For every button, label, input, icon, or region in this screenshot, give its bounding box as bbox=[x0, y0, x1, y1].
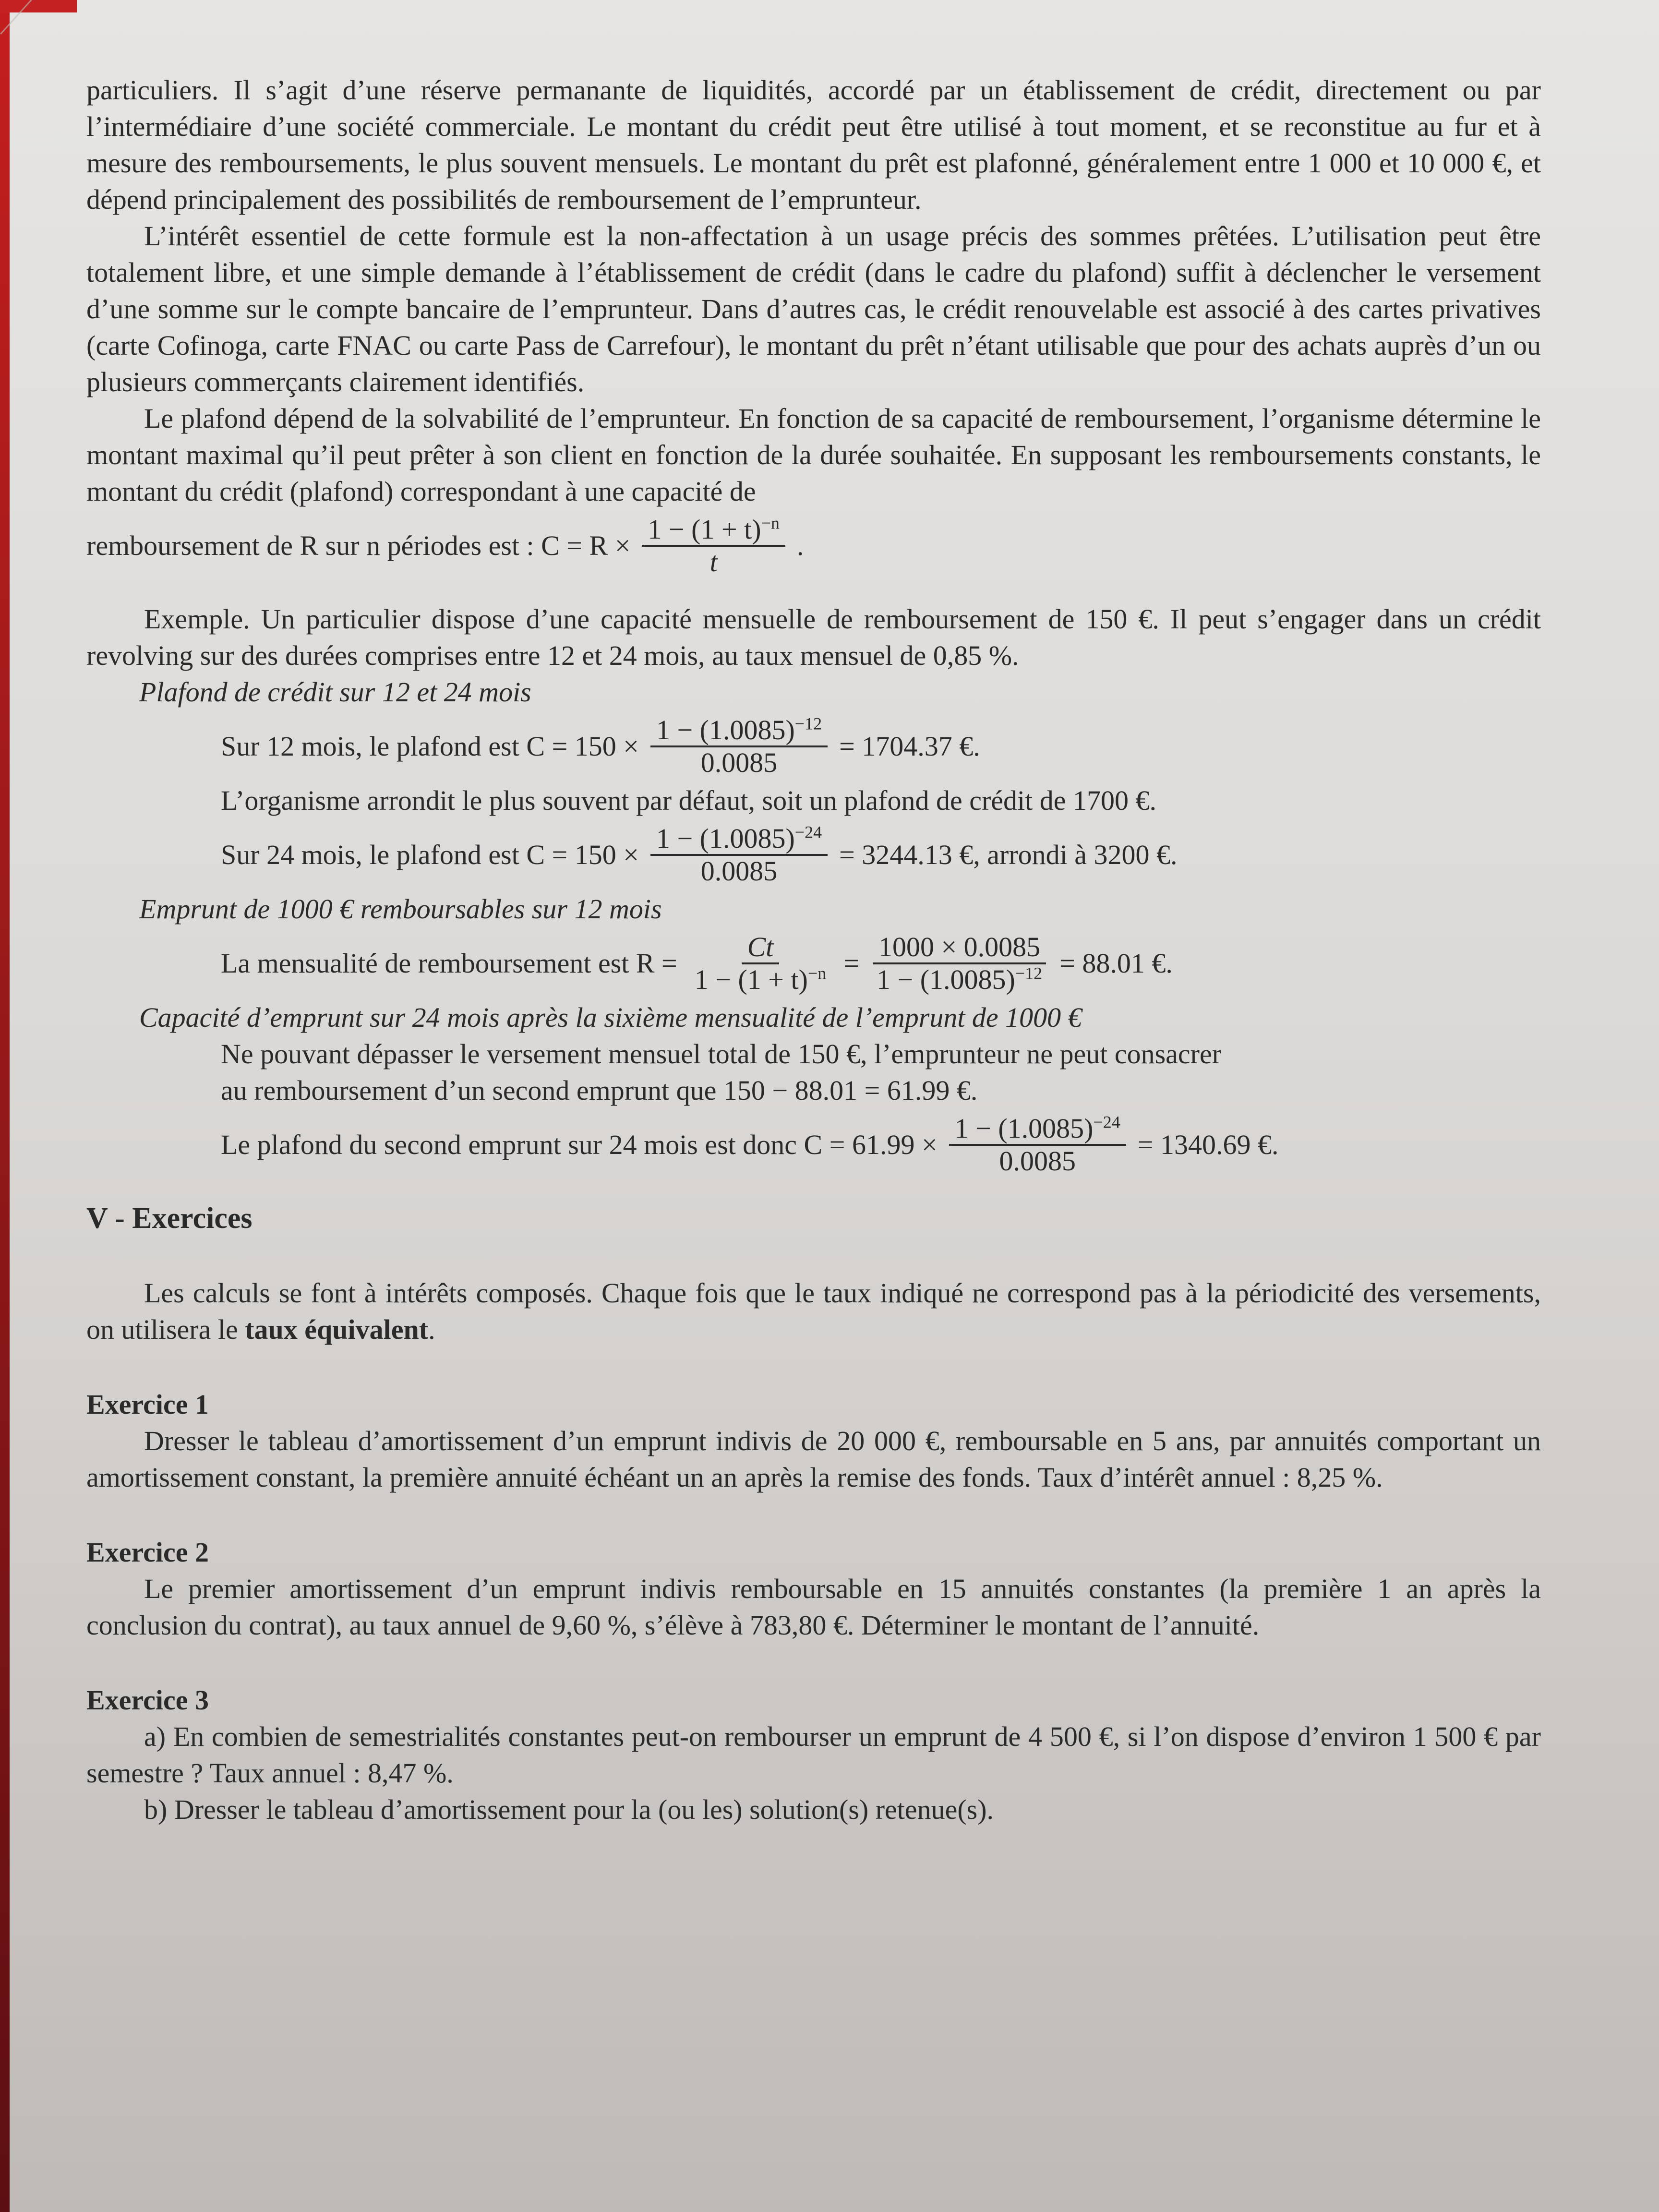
section-title: V - Exercices bbox=[86, 1202, 252, 1235]
exercise-2-body: Le premier amortissement d’un emprunt indivis remboursable en 15 annuités constantes (la première 1 an après la conclusion du contrat), au taux annuel de 9,60 %, s’élève à 783,80 €. Déterminer le montant de l’annuité. bbox=[86, 1573, 1541, 1641]
textbook-page bbox=[86, 72, 1541, 1828]
exercise-1-title: Exercice 1 bbox=[86, 1389, 209, 1420]
equation-12-months: Sur 12 mois, le plafond est C = 150 × $\frac{1 - (1.0085)^{-12}}{0.0085}$ = 1704.37 €. bbox=[221, 714, 980, 778]
exercises-intro: Les calculs se font à intérêts composés. Chaque fois que le taux indiqué ne correspond pas à la périodicité des versements, on utilisera le taux équivalent. bbox=[86, 1277, 1541, 1345]
exercise-3-title: Exercice 3 bbox=[86, 1684, 209, 1716]
exercise-1-body: Dresser le tableau d’amortissement d’un emprunt indivis de 20 000 €, remboursable en 5 ans, par annuités comportant un amortissement constant, la première annuité échéant un an après la remise des fonds. Taux d’intérêt annuel : 8,25 %. bbox=[86, 1425, 1541, 1493]
book-cover-corner bbox=[0, 0, 77, 12]
fraction: $\frac{1 - (1.0085)^{-24}}{0.0085}$ bbox=[650, 823, 828, 887]
exercise-3-part-a: a) En combien de semestrialités constantes peut-on rembourser un emprunt de 4 500 €, si l’on dispose d’environ 1 500 € par semestre ? Taux annuel : 8,47 %. bbox=[86, 1721, 1541, 1789]
exercise-2-title: Exercice 2 bbox=[86, 1537, 209, 1568]
equation-second-loan: Le plafond du second emprunt sur 24 mois est donc C = 61.99 × $\frac{1 - (1.0085)^{-24}}{0.0085}$ = 1340.69 €. bbox=[221, 1112, 1279, 1177]
example-intro: Exemple. Un particulier dispose d’une capacité mensuelle de remboursement de 150 €. Il peut s’engager dans un crédit revolving sur des durées comprises entre 12 et 24 mois, au taux mensuel de 0,85 %. bbox=[86, 603, 1541, 671]
fraction: $\frac{1 - (1 + t)^{-n}}{t}$ bbox=[642, 514, 785, 577]
plafond-formula: remboursement de R sur n périodes est : C = R × $\frac{1 - (1 + t)^{-n}}{t}$ . bbox=[86, 513, 804, 577]
equation-24-months: Sur 24 mois, le plafond est C = 150 × $\frac{1 - (1.0085)^{-24}}{0.0085}$ = 3244.13 €, arrondi à 3200 €. bbox=[221, 822, 1178, 887]
equation-mensualite: La mensualité de remboursement est R = $\frac{Ct}{1 - (1 + t)^{-n}}$ = $\frac{1000 \times 0.0085}{1 - (1.0085)^{-12}}$ = 88.01 €. bbox=[221, 931, 1173, 995]
example-subheading-plafond: Plafond de crédit sur 12 et 24 mois bbox=[139, 676, 531, 708]
fraction: $\frac{1 - (1.0085)^{-24}}{0.0085}$ bbox=[949, 1113, 1126, 1177]
rounding-note: L’organisme arrondit le plus souvent par défaut, soit un plafond de crédit de 1700 €. bbox=[221, 785, 1157, 816]
fraction: $\frac{Ct}{1 - (1 + t)^{-n}}$ bbox=[694, 931, 827, 995]
book-cover-edge bbox=[0, 0, 10, 2212]
capacity-line-2: au remboursement d’un second emprunt que 150 − 88.01 = 61.99 €. bbox=[221, 1075, 978, 1106]
example-subheading-emprunt: Emprunt de 1000 € remboursables sur 12 mois bbox=[139, 893, 662, 925]
fraction: $\frac{1 - (1.0085)^{-12}}{0.0085}$ bbox=[650, 715, 828, 778]
fraction: $\frac{1000 \times 0.0085}{1 - (1.0085)^{-12}}$ bbox=[871, 932, 1048, 995]
intro-paragraph-3: Le plafond dépend de la solvabilité de l’emprunteur. En fonction de sa capacité de remboursement, l’organisme détermine le montant maximal qu’il peut prêter à son client en fonction de la durée souhaitée. En supposant les remboursements constants, le montant du crédit (plafond) correspondant à une capacité de bbox=[86, 403, 1541, 507]
intro-paragraph-2: L’intérêt essentiel de cette formule est la non-affectation à un usage précis des sommes prêtées. L’utilisation peut être totalement libre, et une simple demande à l’établissement de crédit (dans le cadre du plafond) suffit à déclencher le versement d’une somme sur le compte bancaire de l’emprunteur. Dans d’autres cas, le crédit renouvelable est associé à des cartes privatives (carte Cofinoga, carte FNAC ou carte Pass de Carrefour), le montant du prêt n’étant utilisable que pour des achats auprès d’un ou plusieurs commerçants clairement identifiés. bbox=[86, 220, 1541, 397]
example-subheading-capacite: Capacité d’emprunt sur 24 mois après la sixième mensualité de l’emprunt de 1000 € bbox=[139, 1002, 1082, 1033]
intro-paragraph-1: particuliers. Il s’agit d’une réserve permanante de liquidités, accordé par un établissement de crédit, directement ou par l’intermédiaire d’une société commerciale. Le montant du crédit peut être utilisé à tout moment, et se reconstitue au fur et à mesure des remboursements, le plus souvent mensuels. Le montant du prêt est plafonné, généralement entre 1 000 et 10 000 €, et dépend principalement des possibilités de remboursement de l’emprunteur. bbox=[86, 74, 1541, 215]
exercise-3-part-b: b) Dresser le tableau d’amortissement pour la (ou les) solution(s) retenue(s). bbox=[144, 1794, 994, 1825]
capacity-line-1: Ne pouvant dépasser le versement mensuel total de 150 €, l’emprunteur ne peut consacrer bbox=[221, 1038, 1222, 1070]
